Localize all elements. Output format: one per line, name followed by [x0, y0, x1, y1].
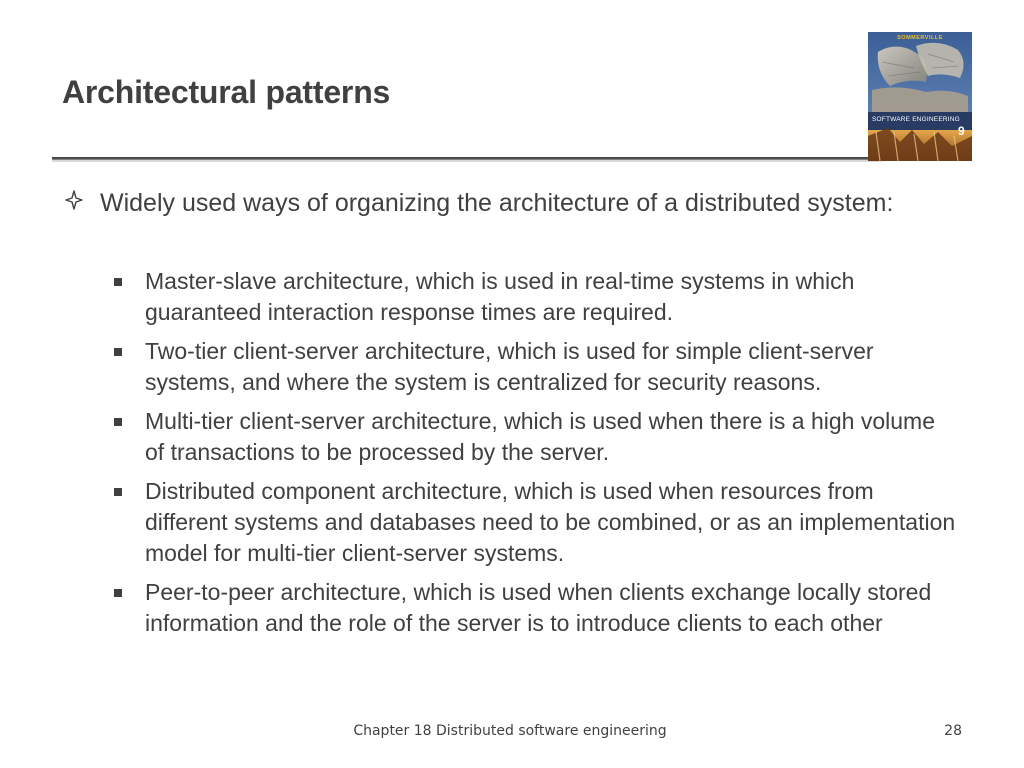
book-cover-title: SOFTWARE ENGINEERING	[872, 116, 960, 123]
four-point-star-outline-icon	[64, 189, 84, 213]
list-item: Distributed component architecture, which is used when resources from different systems and databases need to be combined, or as an implementation model for multi-tier client-server systems.	[145, 478, 956, 566]
book-cover-image	[868, 32, 972, 161]
intro-bullet-text: Widely used ways of organizing the architecture of a distributed system:	[100, 189, 894, 217]
book-cover-author: SOMMERVILLE	[897, 35, 943, 41]
list-item: Master-slave architecture, which is used in real-time systems in which guaranteed interaction response times are required.	[145, 268, 855, 325]
footer-page-number: 28	[944, 723, 962, 739]
square-bullet-icon	[114, 418, 122, 426]
square-bullet-icon	[114, 589, 122, 597]
title-divider-shadow	[52, 160, 882, 162]
list-item: Peer-to-peer architecture, which is used when clients exchange locally stored information and the role of the server is to introduce clients to each other	[145, 579, 932, 636]
footer-chapter: Chapter 18 Distributed software engineering	[353, 723, 667, 739]
square-bullet-icon	[114, 348, 122, 356]
slide-title: Architectural patterns	[62, 74, 391, 110]
list-item: Multi-tier client-server architecture, which is used when there is a high volume of transactions to be processed by the server.	[145, 408, 935, 465]
square-bullet-icon	[114, 278, 122, 286]
book-cover-edition: 9	[958, 124, 965, 138]
list-item: Two-tier client-server architecture, which is used for simple client-server systems, and where the system is centralized for security reasons.	[145, 338, 874, 395]
square-bullet-icon	[114, 488, 122, 496]
book-cover-art	[868, 32, 972, 161]
